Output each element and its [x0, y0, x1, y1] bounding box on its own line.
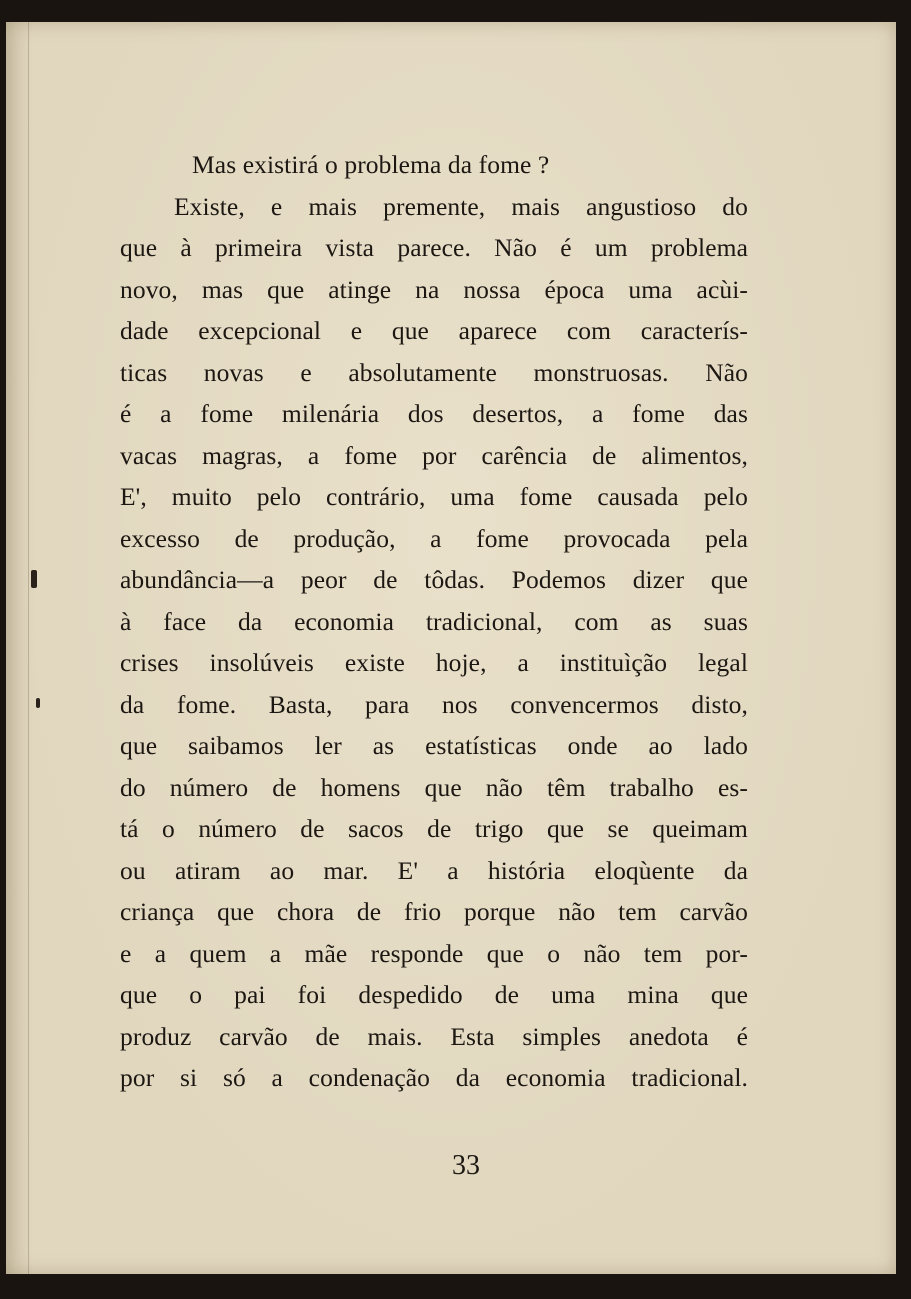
text-line: Mas existirá o problema da fome ?: [192, 150, 550, 179]
text-line: excesso de produção, a fome provocada pela: [120, 523, 748, 553]
page-spine-edge: [28, 22, 29, 1274]
text-line: que à primeira vista parece. Não é um problema: [120, 233, 748, 262]
page-number: 33: [452, 1150, 480, 1181]
text-line: vacas magras, a fome por carência de alimentos,: [120, 440, 748, 470]
text-line: é a fome milenária dos desertos, a fome das: [120, 399, 748, 428]
text-line: abundância—a peor de tôdas. Podemos dizer que: [120, 565, 748, 594]
text-line: ou atiram ao mar. E' a história eloqùente da: [120, 855, 748, 885]
margin-ink-mark: [36, 698, 40, 708]
body-text: [120, 144, 748, 1099]
text-line: E', muito pelo contrário, uma fome causada pelo: [120, 482, 748, 511]
margin-ink-mark: [31, 570, 37, 588]
text-line: que saibamos ler as estatísticas onde ao lado: [120, 731, 748, 760]
book-page: [6, 22, 896, 1274]
text-line: que o pai foi despedido de uma mina que: [120, 980, 748, 1009]
text-line: produz carvão de mais. Esta simples anedota é: [120, 1021, 748, 1051]
text-line: do número de homens que não têm trabalho es-: [120, 772, 748, 802]
text-line: tá o número de sacos de trigo que se queimam: [120, 814, 748, 843]
text-line: novo, mas que atinge na nossa época uma acùi-: [120, 274, 748, 304]
text-line: Existe, e mais premente, mais angustioso do: [174, 191, 748, 221]
text-line: por si só a condenação da economia tradicional.: [120, 1063, 748, 1092]
text-line: à face da economia tradicional, com as suas: [120, 606, 748, 636]
text-line: da fome. Basta, para nos convencermos disto,: [120, 689, 748, 719]
text-line: ticas novas e absolutamente monstruosas. Não: [120, 357, 748, 387]
text-line: crises insolúveis existe hoje, a instituìção legal: [120, 648, 748, 677]
text-line: dade excepcional e que aparece com caracterís-: [120, 316, 748, 345]
text-line: e a quem a mãe responde que o não tem por-: [120, 938, 748, 968]
text-line: criança que chora de frio porque não tem carvão: [120, 897, 748, 926]
